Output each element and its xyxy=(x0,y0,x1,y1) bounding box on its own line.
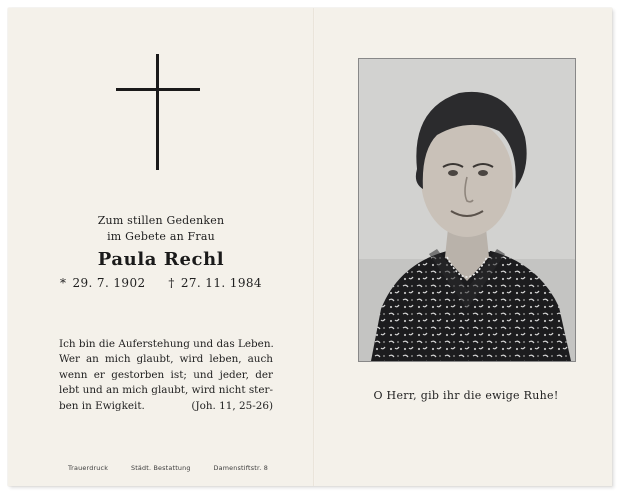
verse-reference: (Joh. 11, 25-26) xyxy=(191,399,273,412)
verse-line: lebt und an mich glaubt, wird nicht ster- xyxy=(59,384,273,397)
death-date: 27. 11. 1984 xyxy=(180,276,262,290)
cross-icon xyxy=(116,54,200,170)
memorial-card xyxy=(8,8,612,486)
footer-office: Städt. Bestattung xyxy=(130,464,191,472)
verse-last-line xyxy=(59,399,273,414)
memorial-line-1: Zum stillen Gedenken xyxy=(97,214,225,227)
verse-line: ben in Ewigkeit. xyxy=(59,399,145,412)
prayer-text: O Herr, gib ihr die ewige Ruhe! xyxy=(373,389,559,402)
printer-footer xyxy=(68,464,268,472)
portrait-illustration xyxy=(359,59,575,361)
verse-line: Wer an mich glaubt, wird leben, auch xyxy=(59,353,273,366)
birth-symbol: * xyxy=(60,276,67,290)
death-symbol: † xyxy=(168,276,175,290)
life-dates xyxy=(8,276,314,290)
footer-address: Damenstiftstr. 8 xyxy=(213,464,268,472)
footer-printer: Trauerdruck xyxy=(68,464,109,472)
deceased-name: Paula Rechl xyxy=(97,249,225,270)
verse-line: Ich bin die Auferstehung und das Leben. xyxy=(59,338,274,350)
verse-line: wenn er gestorben ist; und jeder, der xyxy=(59,368,273,381)
birth-date: 29. 7. 1902 xyxy=(72,276,146,290)
memorial-line-2: im Gebete an Frau xyxy=(107,230,215,243)
portrait-photo xyxy=(358,58,576,362)
left-panel xyxy=(8,8,314,486)
bible-verse xyxy=(59,337,273,414)
